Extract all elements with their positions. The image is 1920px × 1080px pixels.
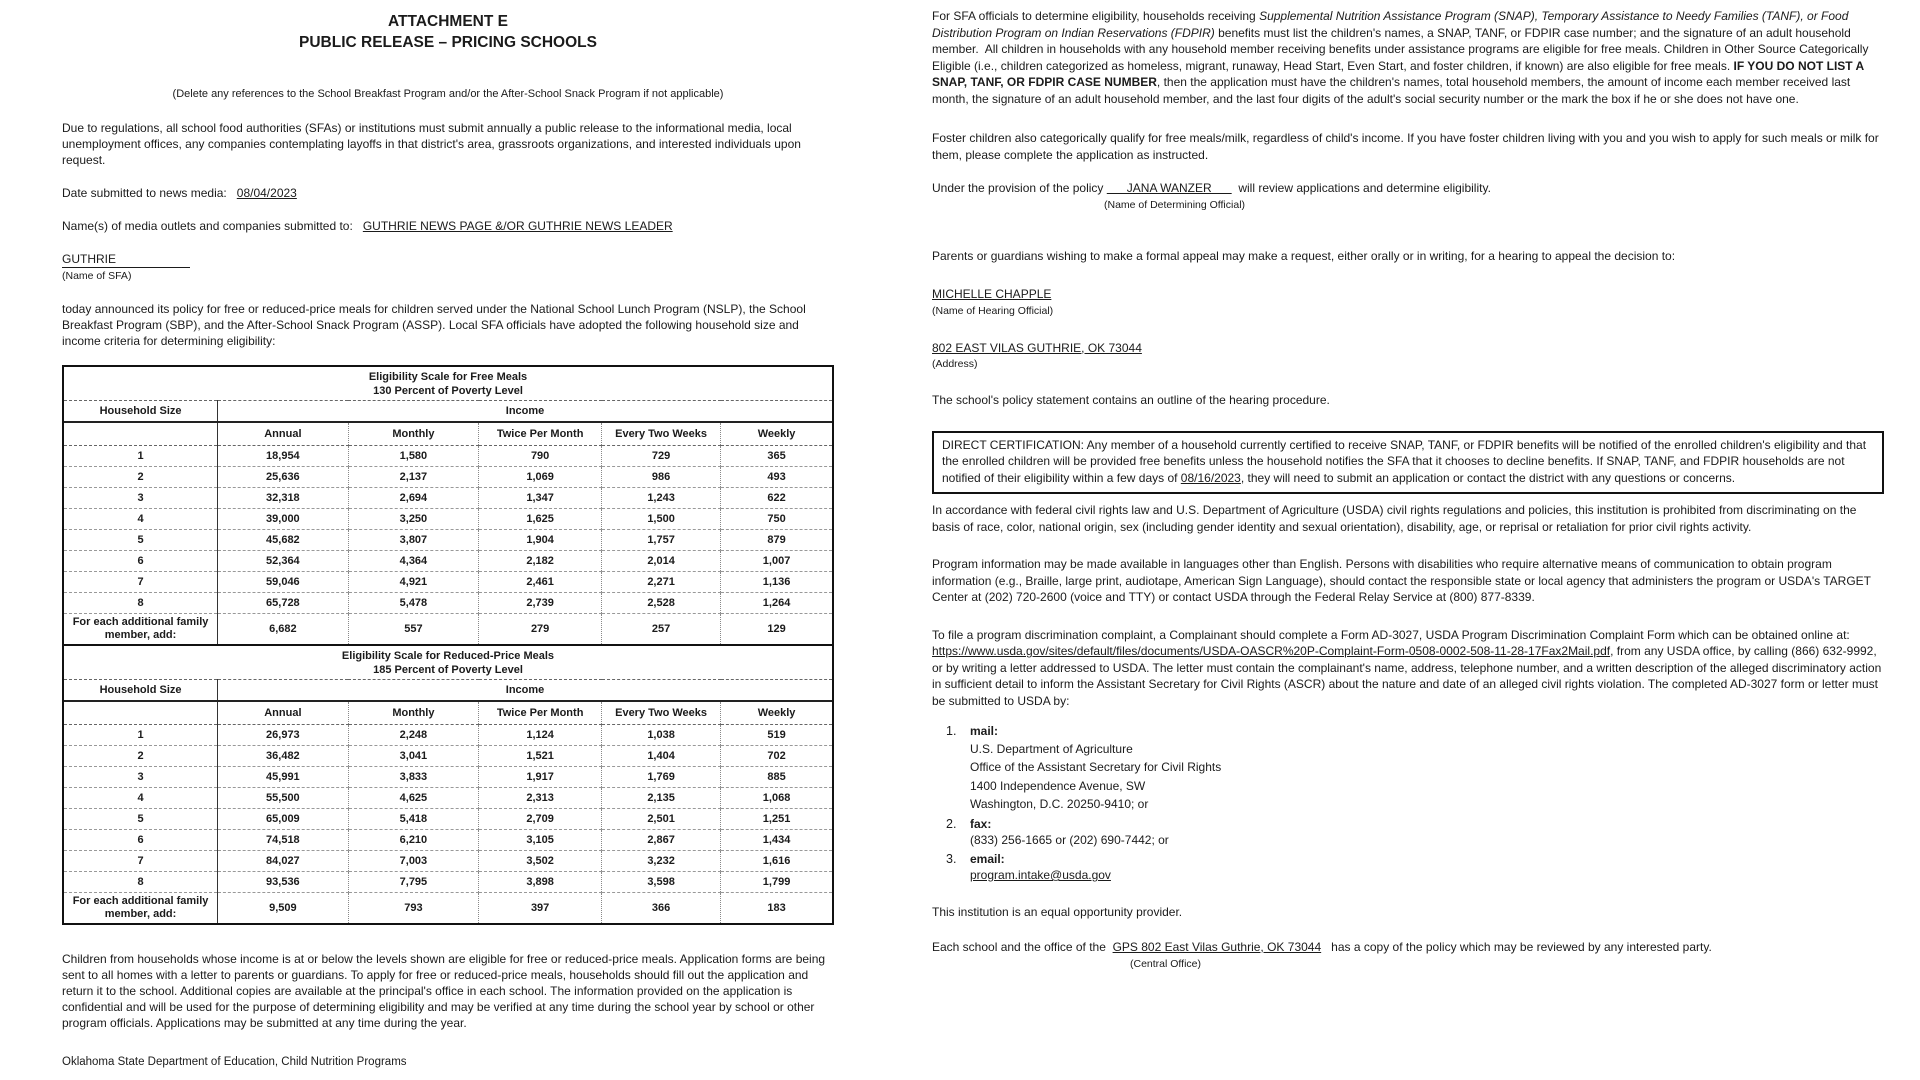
table-cell: 493 xyxy=(721,467,832,488)
table-cell: 3,250 xyxy=(348,509,479,530)
table-cell: 1,625 xyxy=(479,509,602,530)
table-cell: 6 xyxy=(64,830,218,851)
table-cell: 2,867 xyxy=(602,830,721,851)
table-cell: 519 xyxy=(721,725,832,746)
table-cell: 1,521 xyxy=(479,746,602,767)
table-row xyxy=(64,488,832,509)
text-segment: has a copy of the policy which may be reviewed by any interested party. xyxy=(1321,940,1712,954)
right-column xyxy=(932,0,1884,1080)
table-cell: 36,482 xyxy=(218,746,349,767)
list-item-fax xyxy=(932,816,1884,849)
table-cell: 2,271 xyxy=(602,572,721,593)
submission-methods-list xyxy=(932,723,1884,884)
sfa-name-value: GUTHRIE xyxy=(62,251,190,268)
text-segment: , they will need to submit an application or contact the district with any questions or concerns. xyxy=(1240,470,1736,485)
table-row xyxy=(64,725,832,746)
col-every-two-weeks: Every Two Weeks xyxy=(602,701,721,725)
table-cell: 4 xyxy=(64,509,218,530)
table-cell: 879 xyxy=(721,530,832,551)
table-cell: 729 xyxy=(602,446,721,467)
table-cell: 557 xyxy=(348,614,479,645)
table-cell: 365 xyxy=(721,446,832,467)
table-row xyxy=(64,872,832,893)
income-header: Income xyxy=(218,680,832,702)
text-segment: benefits must list the children's names, a SNAP, TANF, or FDPIR case number; and the signature of an adult household member. All children in households with any household member receiving benefits under assistance programs are eligible for free meals. Children in Other Source Categorically Eligible (i.e., children categorized as homeless, migrant, runaway, Head Start, Even Start, and foster children, if known) are also eligible for free meals. xyxy=(932,25,1872,73)
table-cell: 1,757 xyxy=(602,530,721,551)
address-line: U.S. Department of Agriculture xyxy=(970,741,1133,756)
text-segment: 08/16/2023 xyxy=(1180,470,1241,485)
media-outlets-label: Name(s) of media outlets and companies submitted to: xyxy=(62,219,353,233)
household-size-header: Household Size xyxy=(64,401,218,423)
col-twice-per-month: Twice Per Month xyxy=(479,422,602,446)
table-cell: 3,041 xyxy=(348,746,479,767)
table-cell: 7,003 xyxy=(348,851,479,872)
col-annual: Annual xyxy=(218,701,349,725)
table-cell: 3,807 xyxy=(348,530,479,551)
table-cell: 39,000 xyxy=(218,509,349,530)
table-cell: 3 xyxy=(64,767,218,788)
table-cell: 32,318 xyxy=(218,488,349,509)
sfa-name-caption: (Name of SFA) xyxy=(62,270,132,282)
address-line: Office of the Assistant Secretary for Civil Rights xyxy=(970,760,1222,774)
hearing-address-caption: (Address) xyxy=(932,358,978,370)
table-cell: 1,007 xyxy=(721,551,832,572)
table-cell: 2,137 xyxy=(348,467,479,488)
table-cell: 2,248 xyxy=(348,725,479,746)
table-cell: 9,509 xyxy=(218,893,349,924)
table-cell: 2,501 xyxy=(602,809,721,830)
text-segment: To file a program discrimination complaint, a Complainant should complete a Form AD-3027, USDA Program Discrimination Complaint Form which can be obtained online at: xyxy=(932,627,1854,642)
email-link[interactable]: program.intake@usda.gov xyxy=(970,868,1111,882)
table-cell: 5,418 xyxy=(348,809,479,830)
table-cell: 702 xyxy=(721,746,832,767)
hearing-official-line xyxy=(932,286,1884,318)
eligibility-tables-box xyxy=(62,365,834,925)
table-cell: 1,251 xyxy=(721,809,832,830)
table-cell: 45,682 xyxy=(218,530,349,551)
mail-label: mail: xyxy=(970,724,999,738)
media-outlets-line xyxy=(62,218,834,234)
table-cell: 1,904 xyxy=(479,530,602,551)
table-cell: 1 xyxy=(64,725,218,746)
table-cell: 129 xyxy=(767,622,786,635)
col-twice-per-month: Twice Per Month xyxy=(479,701,602,725)
table-cell: 74,518 xyxy=(218,830,349,851)
table-cell: 790 xyxy=(479,446,602,467)
list-item-email xyxy=(932,851,1884,884)
table-cell: 5 xyxy=(64,809,218,830)
col-every-two-weeks: Every Two Weeks xyxy=(602,422,721,446)
table-cell: 3,598 xyxy=(602,872,721,893)
hearing-address-value: 802 EAST VILAS GUTHRIE, OK 73044 xyxy=(932,340,1142,355)
direct-certification-box xyxy=(932,431,1884,495)
text-segment: , then the application must have the children's names, total household members, the amount of income each member received last month, the signature of an adult household member, and the last four digits of the adult's social security number or the mark the box if he or she does not have one. xyxy=(932,75,1854,106)
income-header: Income xyxy=(218,401,832,423)
table-row xyxy=(64,446,832,467)
text-segment: Under the provision of the policy xyxy=(932,181,1107,195)
list-number: 1. xyxy=(946,724,957,738)
table-cell: 4,921 xyxy=(348,572,479,593)
table-cell: 5,478 xyxy=(348,593,479,614)
table-cell: 366 xyxy=(602,893,721,924)
sfa-name-line xyxy=(62,251,834,283)
appeal-paragraph: Parents or guardians wishing to make a formal appeal may make a request, either orally or in writing, for a hearing to appeal the decision to: xyxy=(932,248,1676,263)
table-row xyxy=(64,809,832,830)
table-cell: 986 xyxy=(602,467,721,488)
list-number: 3. xyxy=(946,851,957,866)
address-line: Washington, D.C. 20250-9410; or xyxy=(970,797,1149,811)
email-label: email: xyxy=(970,851,1005,866)
table-cell: 59,046 xyxy=(218,572,349,593)
determining-official-caption: (Name of Determining Official) xyxy=(1104,198,1246,211)
table-cell: 7,795 xyxy=(348,872,479,893)
table-cell: 6 xyxy=(64,551,218,572)
col-weekly: Weekly xyxy=(721,701,832,725)
table-cell: 2 xyxy=(64,746,218,767)
table-cell: 183 xyxy=(767,901,786,914)
col-weekly: Weekly xyxy=(721,422,832,446)
civil-rights-paragraph: In accordance with federal civil rights law and U.S. Department of Agriculture (USDA) civil rights regulations and policies, this institution is prohibited from discriminating on the basis of race, color, national origin, sex (including gender identity and sexual orientation), disability, age, or reprisal or retaliation for prior civil rights activity. xyxy=(932,503,1857,534)
each-school-line xyxy=(932,939,1884,956)
date-submitted-label: Date submitted to news media: xyxy=(62,186,227,200)
text-segment: Each school and the office of the xyxy=(932,940,1113,954)
table-cell: 1,136 xyxy=(721,572,832,593)
table-row xyxy=(64,851,832,872)
list-item-mail xyxy=(932,723,1884,814)
text-segment: will review applications and determine eligibility. xyxy=(1231,181,1491,195)
table-cell: 3,898 xyxy=(479,872,602,893)
free-meals-table-title: Eligibility Scale for Free Meals 130 Percent of Poverty Level xyxy=(64,367,832,401)
fax-label: fax: xyxy=(970,816,992,831)
table-cell: 279 xyxy=(479,614,602,645)
hearing-official-caption: (Name of Hearing Official) xyxy=(932,304,1054,317)
table-cell: 2,709 xyxy=(479,809,602,830)
table-row xyxy=(64,767,832,788)
program-info-paragraph: Program information may be made available in languages other than English. Persons with disabilities who require alternative means of communication to obtain program information (e.g., Braille, large print, audiotape, American Sign Language), should contact the responsible state or local agency that administers the program or USDA's TARGET Center at (202) 720-2600 (voice and TTY) or contact USDA through the Federal Relay Service at (800) 877-8339. xyxy=(932,557,1871,604)
table-cell: 4 xyxy=(64,788,218,809)
address-line: 1400 Independence Avenue, SW xyxy=(970,778,1146,793)
mail-address xyxy=(970,740,1884,814)
reduced-price-table-title: Eligibility Scale for Reduced-Price Meals 185 Percent of Poverty Level xyxy=(64,645,832,680)
determining-official-line xyxy=(932,180,1884,197)
col-monthly: Monthly xyxy=(348,701,479,725)
policy-announcement-paragraph: today announced its policy for free or reduced-price meals for children served under the National School Lunch Program (NSLP), the School Breakfast Program (SBP), and the After-School Snack Program (ASSP). Local SFA officials have adopted the following household size and income criteria for determining eligibility: xyxy=(62,302,806,348)
equal-opportunity-line: This institution is an equal opportunity provider. xyxy=(932,904,1183,919)
table-cell: 2,528 xyxy=(602,593,721,614)
table-cell: 750 xyxy=(721,509,832,530)
text-segment: https://www.usda.gov/sites/default/files/documents/USDA-OASCR%20P-Complaint-Form-0508-0002-508-11-28-17Fax2Mail.pdf xyxy=(932,644,1611,658)
table-row xyxy=(64,746,832,767)
text-segment: IF YOU DO NOT LIST A SNAP, TANF, OR FDPIR CASE NUMBER xyxy=(932,58,1868,89)
table-cell: 2,135 xyxy=(602,788,721,809)
table-cell: 622 xyxy=(721,488,832,509)
table-cell: 1,434 xyxy=(721,830,832,851)
complaint-paragraph xyxy=(932,627,1884,710)
table-cell: 45,991 xyxy=(218,767,349,788)
table-cell: 52,364 xyxy=(218,551,349,572)
free-meals-table xyxy=(64,367,832,644)
text-segment: For SFA officials to determine eligibility, households receiving xyxy=(932,9,1260,23)
table-cell: 26,973 xyxy=(218,725,349,746)
table-cell: 4,625 xyxy=(348,788,479,809)
table-cell: 6,210 xyxy=(348,830,479,851)
table-cell: 2,739 xyxy=(479,593,602,614)
table-cell: 18,954 xyxy=(218,446,349,467)
policy-statement-line: The school's policy statement contains an outline of the hearing procedure. xyxy=(932,393,1330,407)
document-title xyxy=(62,11,834,53)
table-cell: 1,404 xyxy=(602,746,721,767)
date-submitted-line xyxy=(62,185,834,201)
hearing-official-name: MICHELLE CHAPPLE xyxy=(932,287,1052,301)
table-cell: 93,536 xyxy=(218,872,349,893)
fax-numbers: (833) 256-1665 or (202) 690-7442; or xyxy=(970,833,1169,847)
central-office-caption: (Central Office) xyxy=(1130,957,1201,970)
table-cell: 1,769 xyxy=(602,767,721,788)
table-cell: 1,038 xyxy=(602,725,721,746)
table-cell: 8 xyxy=(64,593,218,614)
table-row xyxy=(64,551,832,572)
hearing-address-line xyxy=(932,340,1884,372)
table-cell: 1,243 xyxy=(602,488,721,509)
attachment-title: ATTACHMENT E xyxy=(388,13,508,30)
eligibility-closing-paragraph: Children from households whose income is at or below the levels shown are eligible for free or reduced-price meals. Application forms are being sent to all homes with a letter to parents or guardians. To apply for free or reduced-price meals, households should fill out the application and return it to the school. Additional copies are available at the principal's office in each school. The information provided on the application is confidential and will be used for the purpose of determining eligibility and may be verified at any time during the school year by school or other program officials. Applications may be submitted at any time during the year. xyxy=(62,952,826,1030)
table-cell: 1,580 xyxy=(348,446,479,467)
table-cell: 1 xyxy=(64,446,218,467)
table-cell: 1,799 xyxy=(721,872,832,893)
table-cell: 65,009 xyxy=(218,809,349,830)
table-cell: 1,347 xyxy=(479,488,602,509)
reduced-price-meals-table xyxy=(64,644,832,923)
table-cell: 257 xyxy=(602,614,721,645)
table-cell: For each additional family member, add: xyxy=(64,614,218,645)
left-column xyxy=(62,0,834,1080)
table-row xyxy=(64,572,832,593)
table-cell: 2,182 xyxy=(479,551,602,572)
table-cell: 2,461 xyxy=(479,572,602,593)
table-cell: 1,069 xyxy=(479,467,602,488)
table-cell: 1,917 xyxy=(479,767,602,788)
table-cell: 793 xyxy=(348,893,479,924)
table-cell: 84,027 xyxy=(218,851,349,872)
table-cell: 3,833 xyxy=(348,767,479,788)
table-cell: 397 xyxy=(479,893,602,924)
col-monthly: Monthly xyxy=(348,422,479,446)
text-segment: , from any USDA office, by calling (866) 632-9992, or by writing a letter addressed to USDA. The letter must contain the complainant's name, address, telephone number, and a written description of the alleged discriminatory action in sufficient detail to inform the Assistant Secretary for Civil Rights (ASCR) about the nature and date of an alleged civil rights violation. The completed AD-3027 form or letter must be submitted to USDA by: xyxy=(932,644,1885,708)
list-number: 2. xyxy=(946,816,957,831)
table-cell: 1,264 xyxy=(721,593,832,614)
table-cell: 8 xyxy=(64,872,218,893)
delete-references-note: (Delete any references to the School Breakfast Program and/or the After-School Snack Program if not applicable) xyxy=(172,88,724,100)
table-cell: 3,105 xyxy=(479,830,602,851)
table-cell: 885 xyxy=(721,767,832,788)
text-segment: JANA WANZER xyxy=(1106,181,1232,195)
regulations-paragraph: Due to regulations, all school food authorities (SFAs) or institutions must submit annually a public release to the informational media, local unemployment offices, any companies contemplating layoffs in that district's area, grassroots organizations, and interested individuals upon request. xyxy=(62,121,801,167)
text-segment: GPS 802 East Vilas Guthrie, OK 73044 xyxy=(1112,940,1322,954)
text-segment: Supplemental Nutrition Assistance Program (SNAP), Temporary Assistance to Needy Families (TANF), or Food Distribution Program on Indian Reservations (FDPIR) xyxy=(932,9,1852,40)
table-cell: 6,682 xyxy=(218,614,349,645)
table-row xyxy=(64,893,832,924)
table-cell: 1,500 xyxy=(602,509,721,530)
table-cell: 5 xyxy=(64,530,218,551)
table-row xyxy=(64,509,832,530)
col-annual: Annual xyxy=(218,422,349,446)
table-row xyxy=(64,467,832,488)
household-size-header: Household Size xyxy=(64,680,218,702)
table-cell: 7 xyxy=(64,572,218,593)
table-cell: 3,232 xyxy=(602,851,721,872)
table-cell: 3,502 xyxy=(479,851,602,872)
table-cell: 3 xyxy=(64,488,218,509)
table-row xyxy=(64,614,832,645)
table-cell: 1,616 xyxy=(721,851,832,872)
table-cell: 4,364 xyxy=(348,551,479,572)
table-cell: 25,636 xyxy=(218,467,349,488)
text-segment: DIRECT CERTIFICATION: Any member of a household currently certified to receive SNAP, TANF, or FDPIR benefits will be notified of the enrolled children's eligibility and that the enrolled children will be provided free benefits unless the household notifies the SFA that it chooses to decline benefits. If SNAP, TANF, and FDPIR households are not notified of their eligibility within a few days of xyxy=(942,437,1870,485)
table-cell: 2,694 xyxy=(348,488,479,509)
page-footer: Oklahoma State Department of Education, Child Nutrition Programs xyxy=(62,1056,407,1068)
table-row xyxy=(64,593,832,614)
public-release-title: PUBLIC RELEASE – PRICING SCHOOLS xyxy=(299,34,597,51)
table-cell: 65,728 xyxy=(218,593,349,614)
foster-children-paragraph: Foster children also categorically qualify for free meals/milk, regardless of child's income. If you have foster children living with you and you wish to apply for such meals or milk for them, please complete the application as instructed. xyxy=(932,131,1879,162)
table-row xyxy=(64,530,832,551)
table-cell: 1,068 xyxy=(721,788,832,809)
table-cell: 2,313 xyxy=(479,788,602,809)
media-outlets-value: GUTHRIE NEWS PAGE &/OR GUTHRIE NEWS LEADER xyxy=(362,219,673,233)
date-submitted-value: 08/04/2023 xyxy=(236,186,297,200)
table-cell: 55,500 xyxy=(218,788,349,809)
sfa-officials-paragraph xyxy=(932,8,1884,107)
table-row xyxy=(64,788,832,809)
table-cell: For each additional family member, add: xyxy=(64,893,218,924)
table-row xyxy=(64,830,832,851)
table-cell: 2,014 xyxy=(602,551,721,572)
table-cell: 1,124 xyxy=(479,725,602,746)
table-cell: 7 xyxy=(64,851,218,872)
table-cell: 2 xyxy=(64,467,218,488)
